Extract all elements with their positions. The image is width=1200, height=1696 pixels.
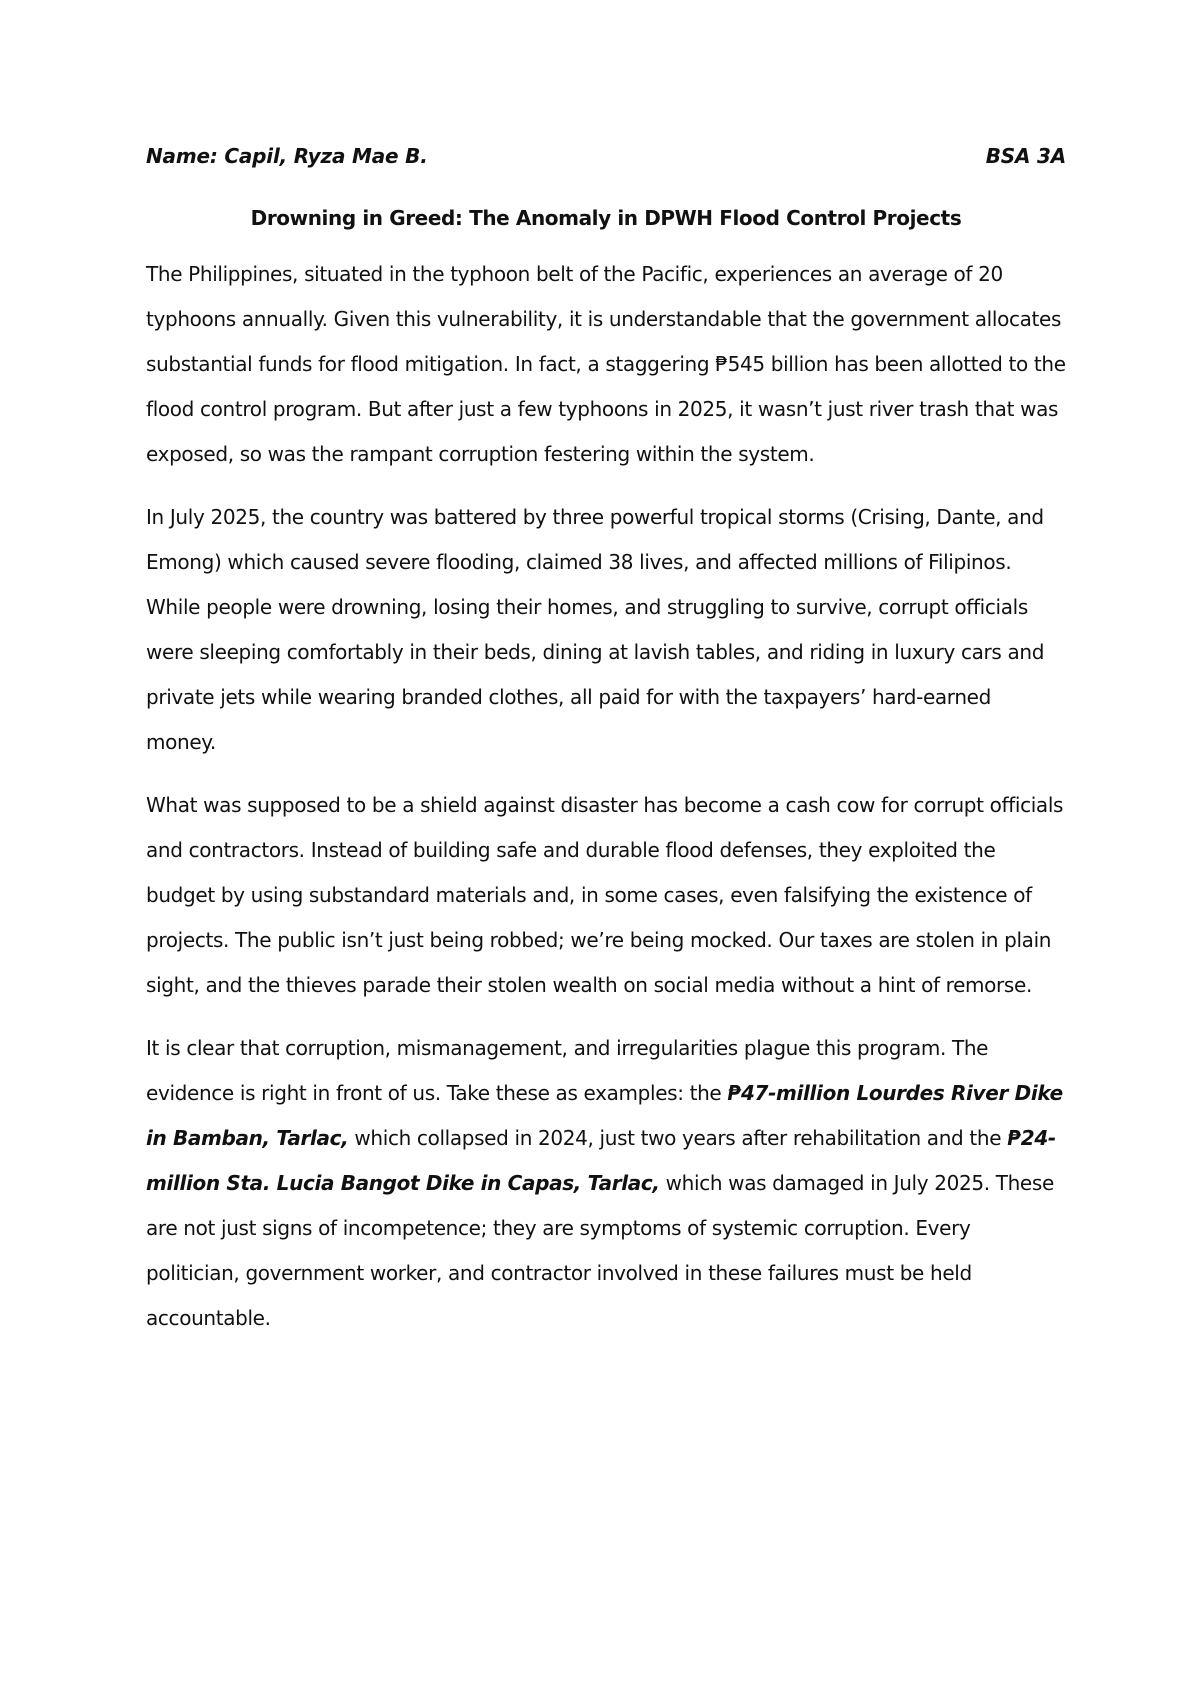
sta-lucia-dike-emphasis: ₱24-million Sta. Lucia Bangot Dike in Capas, Tarlac, (146, 1126, 1056, 1195)
paragraph-4-text-1: It is clear that corruption, mismanagement, and irregularities plague this program. The evidence is right in front of us. Take these as examples: the (146, 1036, 989, 1105)
paragraph-1: The Philippines, situated in the typhoon belt of the Pacific, experiences an average of 20 typhoons annually. Given this vulnerability, it is understandable that the government allocates substantial funds for flood mitigation. In fact, a staggering ₱545 billion has been allotted to the flood control program. But after just a few typhoons in 2025, it wasn’t just river trash that was exposed, so was the rampant corruption festering within the system. (146, 262, 1066, 466)
essay-title: Drowning in Greed: The Anomaly in DPWH Flood Control Projects (250, 206, 962, 230)
paragraph-4 (146, 1026, 1066, 1341)
student-section: BSA 3A (985, 144, 1066, 168)
paragraph-4-text-2: which collapsed in 2024, just two years after rehabilitation and the (348, 1126, 1008, 1150)
paragraph-3: What was supposed to be a shield against disaster has become a cash cow for corrupt officials and contractors. Instead of building safe and durable flood defenses, they exploited the budget by using substandard materials and, in some cases, even falsifying the existence of projects. The public isn’t just being robbed; we’re being mocked. Our taxes are stolen in plain sight, and the thieves parade their stolen wealth on social media without a hint of remorse. (146, 793, 1064, 997)
header-row (146, 144, 1066, 174)
paragraph-2: In July 2025, the country was battered by three powerful tropical storms (Crising, Dante, and Emong) which caused severe flooding, claimed 38 lives, and affected millions of Filipinos. While people were drowning, losing their homes, and struggling to survive, corrupt officials were sleeping comfortably in their beds, dining at lavish tables, and riding in luxury cars and private jets while wearing branded clothes, all paid for with the taxpayers’ hard-earned money. (146, 505, 1045, 754)
student-name: Name: Capil, Ryza Mae B. (146, 144, 428, 168)
paragraph-4-text-3: which was damaged in July 2025. These are not just signs of incompetence; they are symptoms of systemic corruption. Every politician, government worker, and contractor involved in these failures must be held accountable. (146, 1171, 1054, 1330)
lourdes-dike-emphasis: ₱47-million Lourdes River Dike in Bamban, Tarlac, (146, 1081, 1063, 1150)
document-body (146, 144, 1066, 1341)
